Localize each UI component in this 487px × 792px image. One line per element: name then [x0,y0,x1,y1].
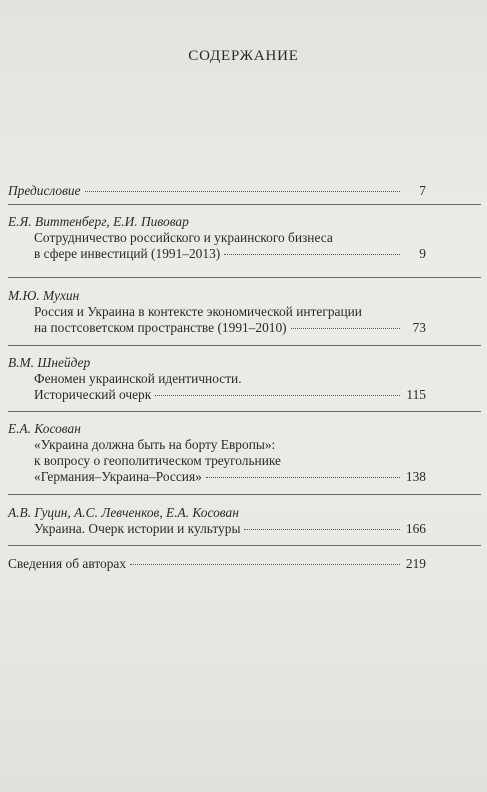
leader-dots [224,254,400,255]
entry-title-line: «Украина должна быть на борту Европы»: [34,437,276,452]
toc-item[interactable] [8,505,426,537]
page-title: СОДЕРЖАНИЕ [188,48,299,64]
about-authors-label: Сведения об авторах [8,556,127,571]
entry-title-line: на постсоветском пространстве (1991–2010) [34,320,287,335]
page-number: 7 [419,183,426,198]
leader-dots [130,564,400,565]
entry-authors: Е.А. Косован [8,421,81,436]
leader-dots [85,191,400,192]
entry-title-line: Исторический очерк [34,387,152,402]
toc-item[interactable] [8,355,426,403]
toc-item[interactable] [8,421,426,485]
entry-title-line: в сфере инвестиций (1991–2013) [34,246,221,261]
page-number: 219 [405,556,426,571]
entry-title-line: Сотрудничество российского и украинского бизнеса [34,230,333,245]
page-number: 115 [406,387,426,402]
toc-item-preface[interactable] [8,183,426,199]
divider [8,204,481,205]
entry-authors: В.М. Шнейдер [8,355,91,370]
toc-item[interactable] [8,214,426,262]
leader-dots [155,395,400,396]
toc-item[interactable] [8,288,426,336]
page-number: 73 [412,320,426,335]
entry-title-line: Украина. Очерк истории и культуры [34,521,241,536]
entry-title-line: «Германия–Украина–Россия» [34,469,202,484]
entry-title-line: Россия и Украина в контексте экономической интеграции [34,304,362,319]
preface-label: Предисловие [8,183,81,198]
divider [8,545,481,546]
leader-dots [206,477,400,478]
divider [8,277,481,278]
leader-dots [244,529,400,530]
page-number: 166 [405,521,426,536]
entry-title-line: к вопросу о геополитическом треугольнике [34,453,281,468]
entry-authors: Е.Я. Виттенберг, Е.И. Пивовар [8,214,189,229]
entry-title-line: Феномен украинской идентичности. [34,371,242,386]
page-number: 138 [405,469,426,484]
divider [8,494,481,495]
divider [8,411,481,412]
page-number: 9 [419,246,426,261]
leader-dots [291,328,400,329]
entry-authors: А.В. Гуцин, А.С. Левченков, Е.А. Косован [8,505,239,520]
toc-item-about-authors[interactable] [8,556,426,572]
entry-authors: М.Ю. Мухин [8,288,80,303]
divider [8,345,481,346]
